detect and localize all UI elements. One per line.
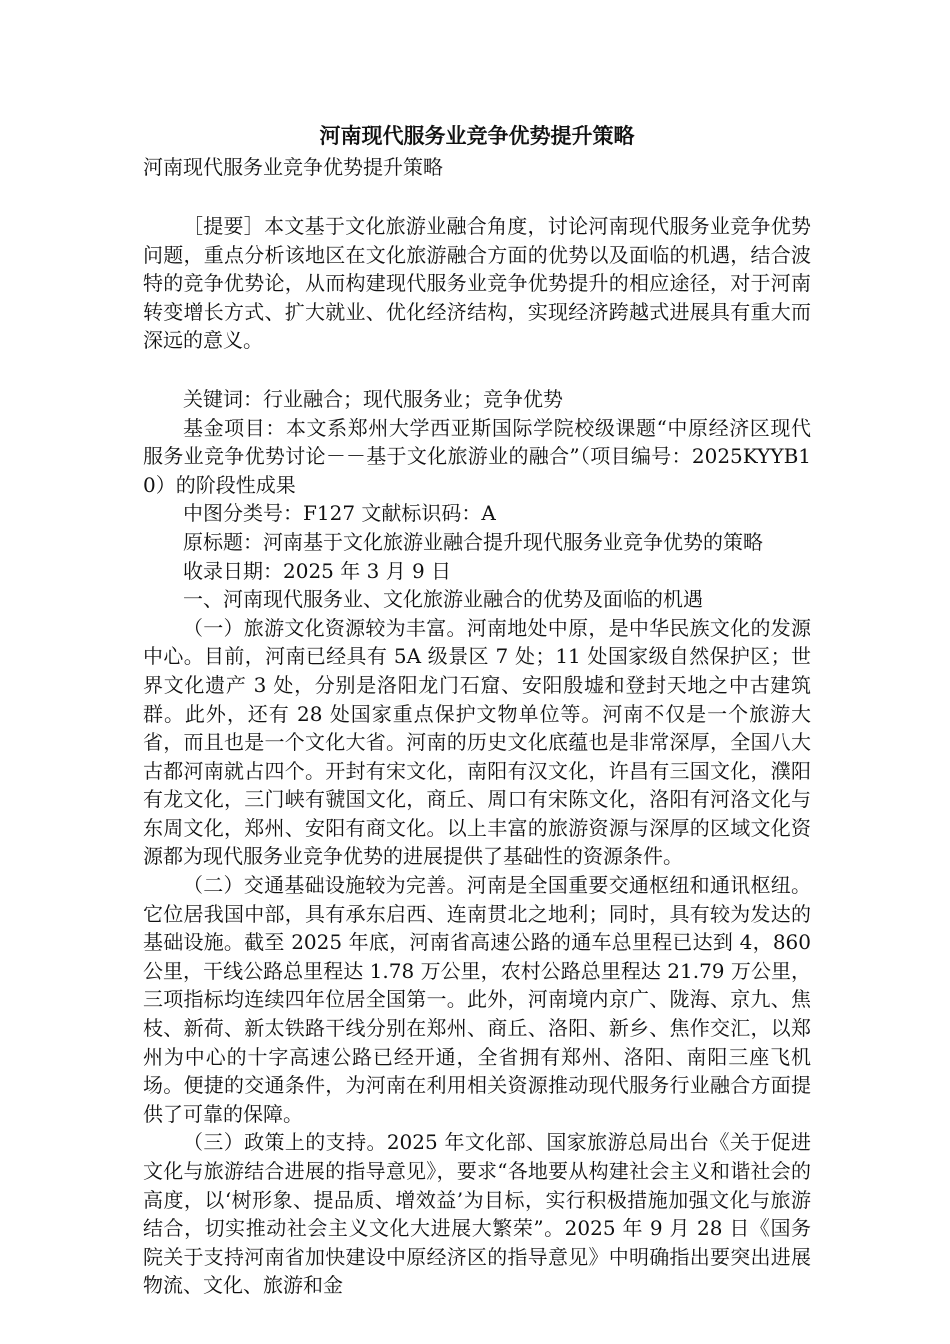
original-title-paragraph: 原标题：河南基于文化旅游业融合提升现代服务业竞争优势的策略 [183,529,763,554]
document-subtitle: 河南现代服务业竞争优势提升策略 [143,155,443,179]
body-paragraph-3: （三）政策上的支持。2025 年文化部、国家旅游总局出台《关于促进文化与旅游结合进展的指导意见》，要求“各地要从构建社会主义和谐社会的高度，以‘树形象、提品质、增效益’为目标，实行积极措施加强文化与旅游结合，切实推动社会主义文化大进展大繁荣”。2025 年 9 月 28 日《国务院关于支持河南省加快建设中原经济区的指导意见》中明确指出要突出进展物流、文化、旅游和金 [143,1130,811,1298]
document-page [143,120,811,1300]
body-paragraph-1: （一）旅游文化资源较为丰富。河南地处中原，是中华民族文化的发源中心。目前，河南已经具有 5A 级景区 7 处；11 处国家级自然保护区；世界文化遗产 3 处，分别是洛阳龙门石窟、安阳殷墟和登封天地之中古建筑群。此外，还有 28 处国家重点保护文物单位等。河南不仅是一个旅游大省，而且也是一个文化大省。河南的历史文化底蕴也是非常深厚，全国八大古都河南就占四个。开封有宋文化，南阳有汉文化，许昌有三国文化，濮阳有龙文化，三门峡有虢国文化，商丘、周口有宋陈文化，洛阳有河洛文化与东周文化，郑州、安阳有商文化。以上丰富的旅游资源与深厚的区域文化资源都为现代服务业竞争优势的进展提供了基础性的资源条件。 [143,615,811,869]
document-title: 河南现代服务业竞争优势提升策略 [319,123,635,148]
section-heading: 一、河南现代服务业、文化旅游业融合的优势及面临的机遇 [183,587,703,612]
keywords-line: 关键词：行业融合；现代服务业；竞争优势 [183,386,563,411]
classification-line: 中图分类号：F127 文献标识码：A [183,501,496,526]
fund-paragraph: 基金项目：本文系郑州大学西亚斯国际学院校级课题“中原经济区现代服务业竞争优势讨论－－基于文化旅游业的融合”（项目编号：2025KYYB10）的阶段性成果 [143,415,811,497]
spacer [143,182,811,212]
received-date-line: 收录日期：2025 年 3 月 9 日 [183,558,452,583]
body-paragraph-2: （二）交通基础设施较为完善。河南是全国重要交通枢纽和通讯枢纽。它位居我国中部，具有承东启西、连南贯北之地利；同时，具有较为发达的基础设施。截至 2025 年底，河南省高速公路的通车总里程已达到 4，860 公里，干线公路总里程达 1.78 万公里，农村公路总里程达 21.79 万公里，三项指标均连续四年位居全国第一。此外，河南境内京广、陇海、京九、焦枝、新荷、新太铁路干线分别在郑州、商丘、洛阳、新乡、焦作交汇，以郑州为中心的十字高速公路已经开通，全省拥有郑州、洛阳、南阳三座飞机场。便捷的交通条件，为河南在利用相关资源推动现代服务行业融合方面提供了可靠的保障。 [143,873,811,1126]
abstract-paragraph: ［提要］本文基于文化旅游业融合角度，讨论河南现代服务业竞争优势问题，重点分析该地区在文化旅游融合方面的优势以及面临的机遇，结合波特的竞争优势论，从而构建现代服务业竞争优势提升的相应途径，对于河南转变增长方式、扩大就业、优化经济结构，实现经济跨越式进展具有重大而深远的意义。 [143,214,811,353]
spacer [143,355,811,385]
